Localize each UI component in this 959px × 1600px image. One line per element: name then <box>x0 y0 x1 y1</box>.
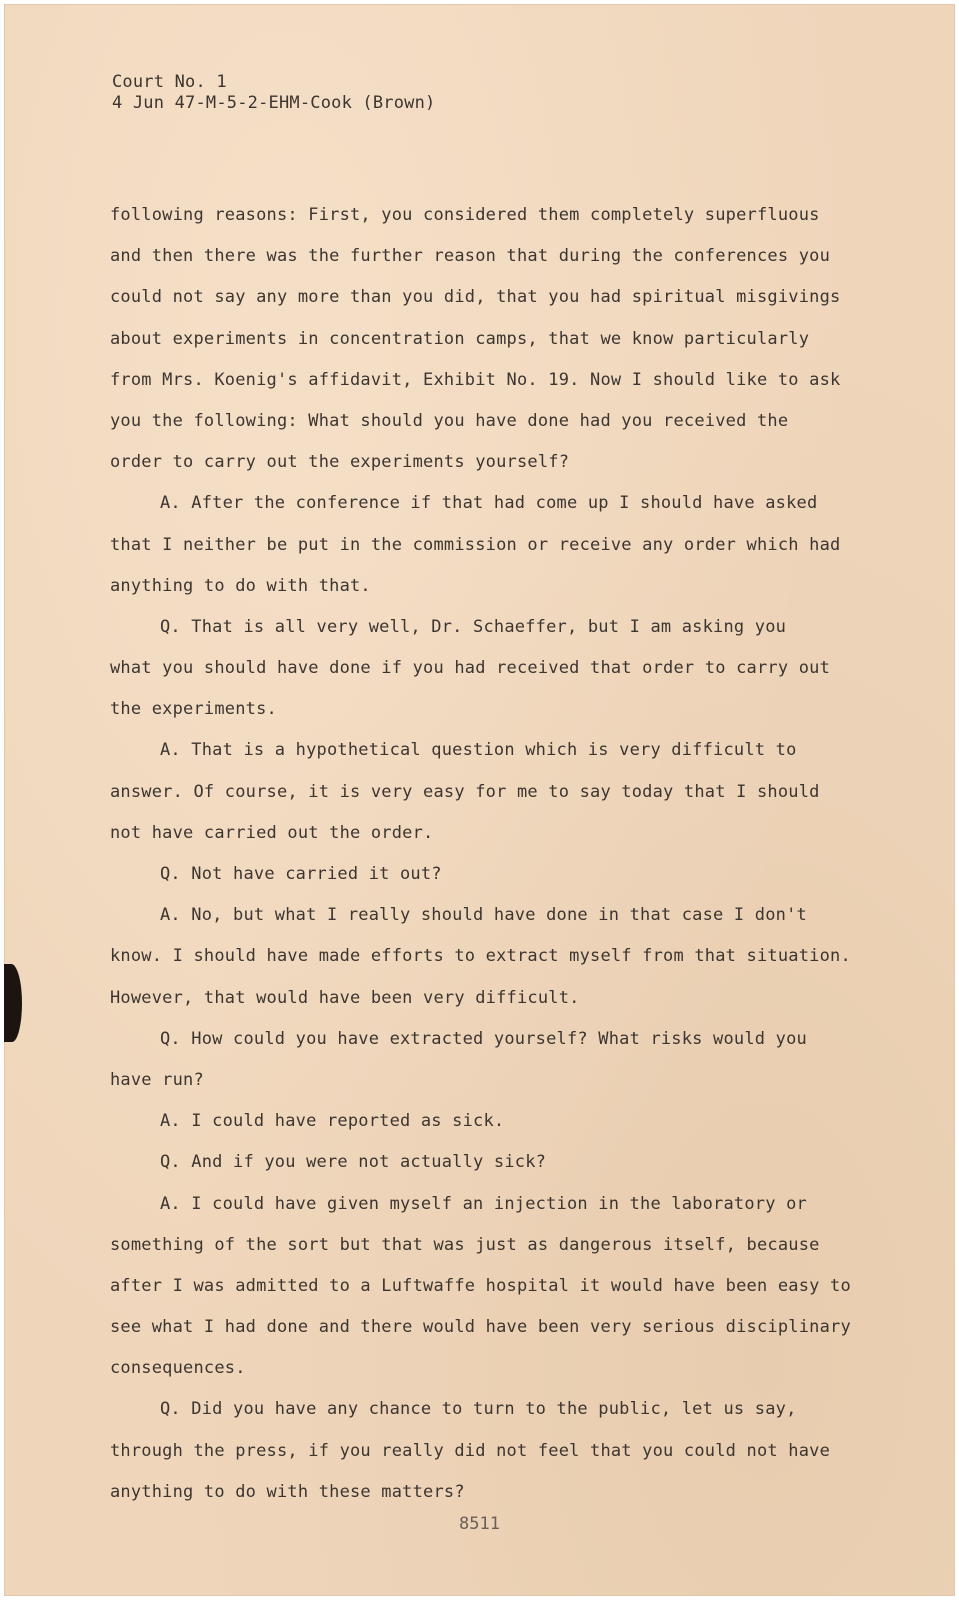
transcript-line: something of the sort but that was just as dangerous itself, because <box>110 1234 820 1255</box>
transcript-line: A. After the conference if that had come up I should have asked <box>160 493 818 514</box>
transcript-line: answer. Of course, it is very easy for me to say today that I should <box>110 781 820 802</box>
transcript-line: anything to do with that. <box>110 575 371 596</box>
transcript-line: you the following: What should you have done had you received the <box>110 410 789 431</box>
transcript-line: order to carry out the experiments yourself? <box>110 452 570 473</box>
transcript-line: about experiments in concentration camps, that we know particularly <box>110 328 810 349</box>
transcript-line: not have carried out the order. <box>110 822 434 843</box>
document-header <box>112 72 435 114</box>
transcript-line: have run? <box>110 1069 204 1090</box>
transcript-line: A. I could have given myself an injection in the laboratory or <box>160 1193 807 1214</box>
transcript-body <box>110 195 851 1513</box>
transcript-line: Q. And if you were not actually sick? <box>160 1152 547 1173</box>
page-number: 8511 <box>459 1514 500 1534</box>
transcript-line: consequences. <box>110 1358 246 1379</box>
transcript-line: after I was admitted to a Luftwaffe hospital it would have been easy to <box>110 1275 851 1296</box>
transcript-line: anything to do with these matters? <box>110 1481 465 1502</box>
transcript-line: and then there was the further reason that during the conferences you <box>110 246 831 267</box>
transcript-line: know. I should have made efforts to extract myself from that situation. <box>110 946 851 967</box>
transcript-line: Q. How could you have extracted yourself? What risks would you <box>160 1028 807 1049</box>
transcript-line: Q. Not have carried it out? <box>160 864 442 884</box>
transcript-line: that I neither be put in the commission or receive any order which had <box>110 534 841 555</box>
document-page <box>4 4 955 1596</box>
transcript-line: from Mrs. Koenig's affidavit, Exhibit No. 19. Now I should like to ask <box>110 369 841 390</box>
transcript-line: A. I could have reported as sick. <box>160 1111 505 1132</box>
transcript-line: see what I had done and there would have been very serious disciplinary <box>110 1317 851 1338</box>
transcript-line: through the press, if you really did not feel that you could not have <box>110 1440 831 1461</box>
transcript-line: Q. Did you have any chance to turn to the public, let us say, <box>160 1399 797 1420</box>
transcript-line: A. That is a hypothetical question which is very difficult to <box>160 740 797 761</box>
transcript-line: could not say any more than you did, that you had spiritual misgivings <box>110 287 841 308</box>
transcript-line: A. No, but what I really should have done in that case I don't <box>160 905 807 926</box>
transcript-line: what you should have done if you had received that order to carry out <box>110 658 831 679</box>
transcript-line: Q. That is all very well, Dr. Schaeffer, but I am asking you <box>160 616 787 637</box>
torn-edge-mark <box>4 964 22 1042</box>
transcript-line: the experiments. <box>110 699 277 720</box>
transcript-line: following reasons: First, you considered them completely superfluous <box>110 205 820 225</box>
transcript-id: 4 Jun 47-M-5-2-EHM-Cook (Brown) <box>112 93 436 113</box>
court-number: Court No. 1 <box>112 72 227 92</box>
transcript-line: However, that would have been very difficult. <box>110 987 580 1008</box>
